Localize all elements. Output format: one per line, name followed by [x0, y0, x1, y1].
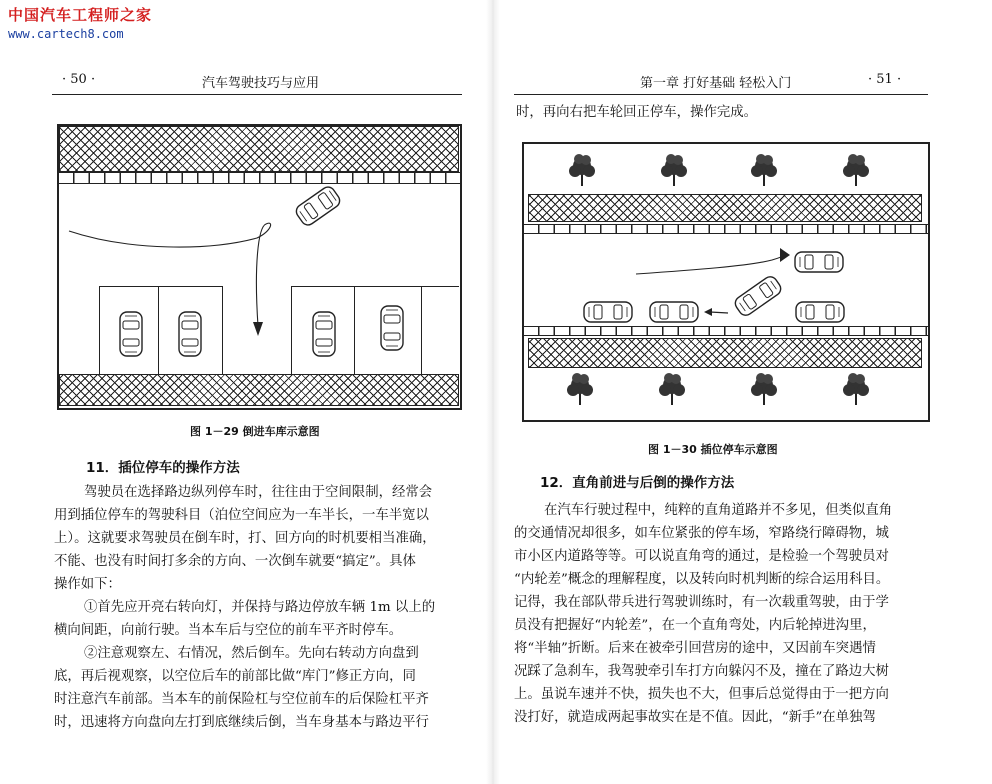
paragraph-line: 市小区内道路等等。可以说直角弯的通过，是检验一个驾驶员对: [514, 549, 889, 564]
book-spine: [486, 0, 500, 784]
tree-icon: [569, 154, 595, 186]
tree-icon: [751, 154, 777, 186]
paragraph-line: 在汽车行驶过程中，纯粹的直角道路并不多见，但类似直角: [544, 503, 893, 518]
paragraph-line: 记得，我在部队带兵进行驾驶训练时，有一次载重驾驶，由于学: [514, 595, 889, 610]
reverse-path-line: [69, 223, 271, 326]
parked-car: [584, 302, 632, 322]
moving-car: [733, 274, 784, 318]
watermark-title: 中国汽车工程师之家: [8, 6, 153, 24]
left-page-number: · 50 ·: [62, 72, 96, 87]
continuation-line: 时，再向右把车轮回正停车，操作完成。: [516, 105, 758, 120]
paragraph-line: 时，迅速将方向盘向左打到底继续后倒，当车身基本与路边平行: [54, 715, 429, 730]
figure-1-30-caption: 图 1－30 插位停车示意图: [648, 443, 778, 456]
parked-car: [179, 312, 201, 356]
left-page: [0, 0, 486, 784]
paragraph-line: 操作如下：: [54, 577, 121, 592]
direction-arrow: [780, 248, 790, 262]
paragraph-line: ①首先应开亮右转向灯，并保持与路边停放车辆 1m 以上的: [84, 600, 436, 615]
parked-car: [796, 302, 844, 322]
parked-car: [313, 312, 335, 356]
figure-1-30: [522, 142, 930, 422]
paragraph-line: 不能、也没有时间打多余的方向、一次倒车就要“搞定”。具体: [54, 554, 416, 569]
section-11-heading: 11．插位停车的操作方法: [86, 460, 240, 476]
right-header-rule: [514, 94, 928, 95]
right-page-number: · 51 ·: [868, 72, 902, 87]
tree-icon: [567, 373, 593, 405]
approach-path-line: [636, 254, 785, 274]
paragraph-line: 没打好，就造成两起事故实在是不值。因此，“新手”在单独驾: [514, 710, 876, 725]
figure-1-29: [57, 124, 462, 410]
paragraph-line: “内轮差”概念的理解程度，以及转向时机判断的综合运用科目。: [514, 572, 890, 587]
paragraph-line: 用到插位停车的驾驶科目（泊位空间应为一车半长，一车半宽以: [54, 508, 429, 523]
left-book-title: 汽车驾驶技巧与应用: [202, 76, 320, 91]
paragraph-line: 上）。这就要求驾驶员在倒车时，打、回方向的时机要相当准确，: [54, 531, 436, 546]
parked-car: [650, 302, 698, 322]
paragraph-line: 底，再后视观察，以空位后车的前部比做“库门”修正方向，同: [54, 669, 416, 684]
parked-car: [120, 312, 142, 356]
right-page: [500, 0, 992, 784]
watermark-url: www.cartech8.com: [8, 27, 124, 41]
paragraph-line: ②注意观察左、右情况，然后倒车。先向右转动方向盘到: [84, 646, 419, 661]
tree-icon: [751, 373, 777, 405]
paragraph-line: 驾驶员在选择路边纵列停车时，往往由于空间限制，经常会: [84, 485, 433, 500]
paragraph-line: 横向间距，向前行驶。当本车后与空位的前车平齐时停车。: [54, 623, 403, 638]
reverse-arrow-line: [710, 312, 728, 313]
paragraph-line: 时注意汽车前部。当本车的前保险杠与空位前车的后保险杠平齐: [54, 692, 429, 707]
direction-arrow: [704, 308, 712, 316]
moving-car: [795, 252, 843, 272]
tree-icon: [659, 373, 685, 405]
tree-icon: [843, 373, 869, 405]
left-header-rule: [52, 94, 462, 95]
paragraph-line: 上。虽说车速并不快，损失也不大，但事后总觉得由于一把方向: [514, 687, 889, 702]
figure-1-30-drawing: [524, 144, 928, 420]
moving-car: [294, 184, 343, 227]
paragraph-line: 将“半轴”折断。后来在被牵引回营房的途中，又因前车突遇情: [514, 641, 876, 656]
paragraph-line: 况踩了急刹车，我驾驶牵引车打方向躲闪不及，撞在了路边大树: [514, 664, 889, 679]
tree-icon: [661, 154, 687, 186]
right-chapter-title: 第一章 打好基础 轻松入门: [640, 76, 792, 91]
figure-1-29-drawing: [59, 126, 460, 408]
paragraph-line: 员没有把握好“内轮差”，在一个直角弯处，内后轮掉进沟里，: [514, 618, 876, 633]
section-12-heading: 12．直角前进与后倒的操作方法: [540, 475, 735, 491]
direction-arrow: [253, 322, 263, 336]
tree-icon: [843, 154, 869, 186]
parked-car: [381, 306, 403, 350]
figure-1-29-caption: 图 1－29 倒进车库示意图: [190, 425, 320, 438]
paragraph-line: 的交通情况却很多，如车位紧张的停车场，窄路绕行障碍物，城: [514, 526, 889, 541]
